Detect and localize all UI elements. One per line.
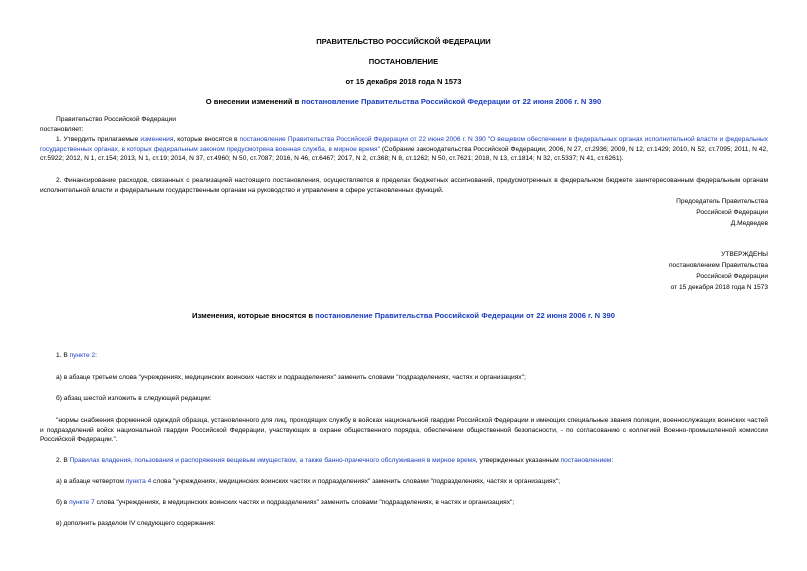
item-1-text-b: , которые вносятся в bbox=[173, 136, 240, 143]
point-2-link[interactable]: пункте 2 bbox=[69, 352, 96, 359]
changes-title-prefix: Изменения, которые вносятся в bbox=[192, 311, 316, 320]
body-paragraph-1-prefix: 1. В bbox=[56, 352, 70, 359]
document-title bbox=[0, 97, 807, 107]
signature-line-1: Председатель Правительства bbox=[676, 198, 768, 205]
approved-line-1: УТВЕРЖДЕНЫ bbox=[721, 251, 768, 258]
resolution-390-link[interactable]: постановление Правительства Российской Федерации от 22 июня 2006 г. N 390 "О вещевом обеспечении в федеральных органах исполнительной власти и федеральных государственных органах, в которых федеральным законом предусмотрена военная служба, в мирное время" bbox=[40, 136, 768, 153]
body-paragraph-8: в) дополнить разделом IV следующего содержания: bbox=[56, 520, 216, 527]
document-date-number: от 15 декабря 2018 года N 1573 bbox=[345, 77, 462, 86]
point-4-link[interactable]: пункта 4 bbox=[125, 478, 152, 485]
body-paragraph-5 bbox=[56, 456, 613, 466]
item-1-text-c: (Собрание законодательства Российской Федерации, 2006, N 27, ст.2936; 2009, N 12, ст.1429; 2010, N 52, ст.7095; 2011, N 42, ст.5922; 2012, N 1, ст.154; 2013, N 1, ст.19; 2014, N 37, ст.4960; N 50, ст.7087; 2016, N 46, ст.6467; 2017, N 2, ст.368; N 8, ст.1262; N 50, ст.7621; 2018, N 13, ст.1814; N 32, ст.5337; N 41, ст.6261). bbox=[40, 145, 768, 163]
document-title-prefix: О внесении изменений в bbox=[205, 97, 302, 106]
body-paragraph-7 bbox=[56, 498, 514, 508]
body-paragraph-1 bbox=[56, 351, 97, 361]
preamble-line-2: постановляет: bbox=[40, 126, 84, 133]
signature-line-2: Российской Федерации bbox=[696, 209, 768, 216]
item-1-text-a: 1. Утвердить прилагаемые bbox=[56, 136, 141, 143]
preamble-line-1: Правительство Российской Федерации bbox=[56, 116, 176, 123]
approved-line-3: Российской Федерации bbox=[696, 273, 768, 280]
body-paragraph-4: "нормы снабжения форменной одеждой образца, установленного для лиц, проходящих службу в войсках национальной гвардии Российской Федерации и имеющих специальные звания полиции, военнослужащих воинских частей и подразделений войск национальной гвардии Российской Федерации, участвующих в охране общественного порядка, обеспечении общественной безопасности, - по согласованию с коллегией Военно-промышленной комиссии Российской Федерации.". bbox=[40, 417, 768, 444]
approved-line-2: постановлением Правительства bbox=[668, 262, 768, 269]
item-2-paragraph: 2. Финансирование расходов, связанных с реализацией настоящего постановления, осуществляется в пределах бюджетных ассигнований, предусмотренных в федеральном бюджете заинтересованным федеральным органам исполнительной власти и федеральным государственным органам на руководство и управление в сфере установленных функций. bbox=[40, 177, 768, 194]
document-title-link[interactable]: постановление Правительства Российской Федерации от 22 июня 2006 г. N 390 bbox=[301, 97, 602, 106]
approved-line-4: от 15 декабря 2018 года N 1573 bbox=[670, 284, 768, 291]
body-paragraph-5-mid: , утвержденных указанным bbox=[475, 457, 561, 464]
changes-title-link[interactable]: постановление Правительства Российской Федерации от 22 июня 2006 г. N 390 bbox=[315, 311, 615, 320]
rules-link[interactable]: Правилах владения, пользования и распоряжения вещевым имуществом, а также банно-прачечного обслуживания в мирное время bbox=[69, 457, 476, 464]
body-paragraph-6-suffix: слова "учреждениях, медицинских воинских частях и подразделениях" заменить словами "подразделениях, частях и организациях"; bbox=[151, 478, 561, 485]
body-paragraph-3: б) абзац шестой изложить в следующей редакции: bbox=[56, 395, 212, 402]
document-type-heading: ПОСТАНОВЛЕНИЕ bbox=[368, 57, 439, 66]
item-1-paragraph bbox=[40, 135, 768, 164]
point-7-link[interactable]: пункте 7 bbox=[69, 499, 95, 506]
body-paragraph-1-suffix: : bbox=[95, 352, 97, 359]
body-paragraph-7-suffix: слова "учреждениях, в медицинских воинских частях и подразделениях" заменить словами "подразделениях, в частях и организациях"; bbox=[94, 499, 515, 506]
changes-link[interactable]: изменения bbox=[140, 136, 174, 143]
body-paragraph-6-prefix: а) в абзаце четвертом bbox=[56, 478, 126, 485]
resolution-link[interactable]: постановлением bbox=[560, 457, 612, 464]
body-paragraph-2: а) в абзаце третьем слова "учреждениях, медицинских воинских частях и подразделениях" заменить словами "подразделениях, частях и организациях"; bbox=[56, 374, 526, 381]
body-paragraph-7-prefix: б) в bbox=[56, 499, 70, 506]
government-heading: ПРАВИТЕЛЬСТВО РОССИЙСКОЙ ФЕДЕРАЦИИ bbox=[316, 37, 491, 46]
signature-name: Д.Медведев bbox=[730, 220, 768, 227]
body-paragraph-5-suffix: : bbox=[611, 457, 614, 464]
changes-title bbox=[0, 311, 807, 321]
body-paragraph-6 bbox=[56, 477, 560, 487]
body-paragraph-5-prefix: 2. В bbox=[56, 457, 70, 464]
